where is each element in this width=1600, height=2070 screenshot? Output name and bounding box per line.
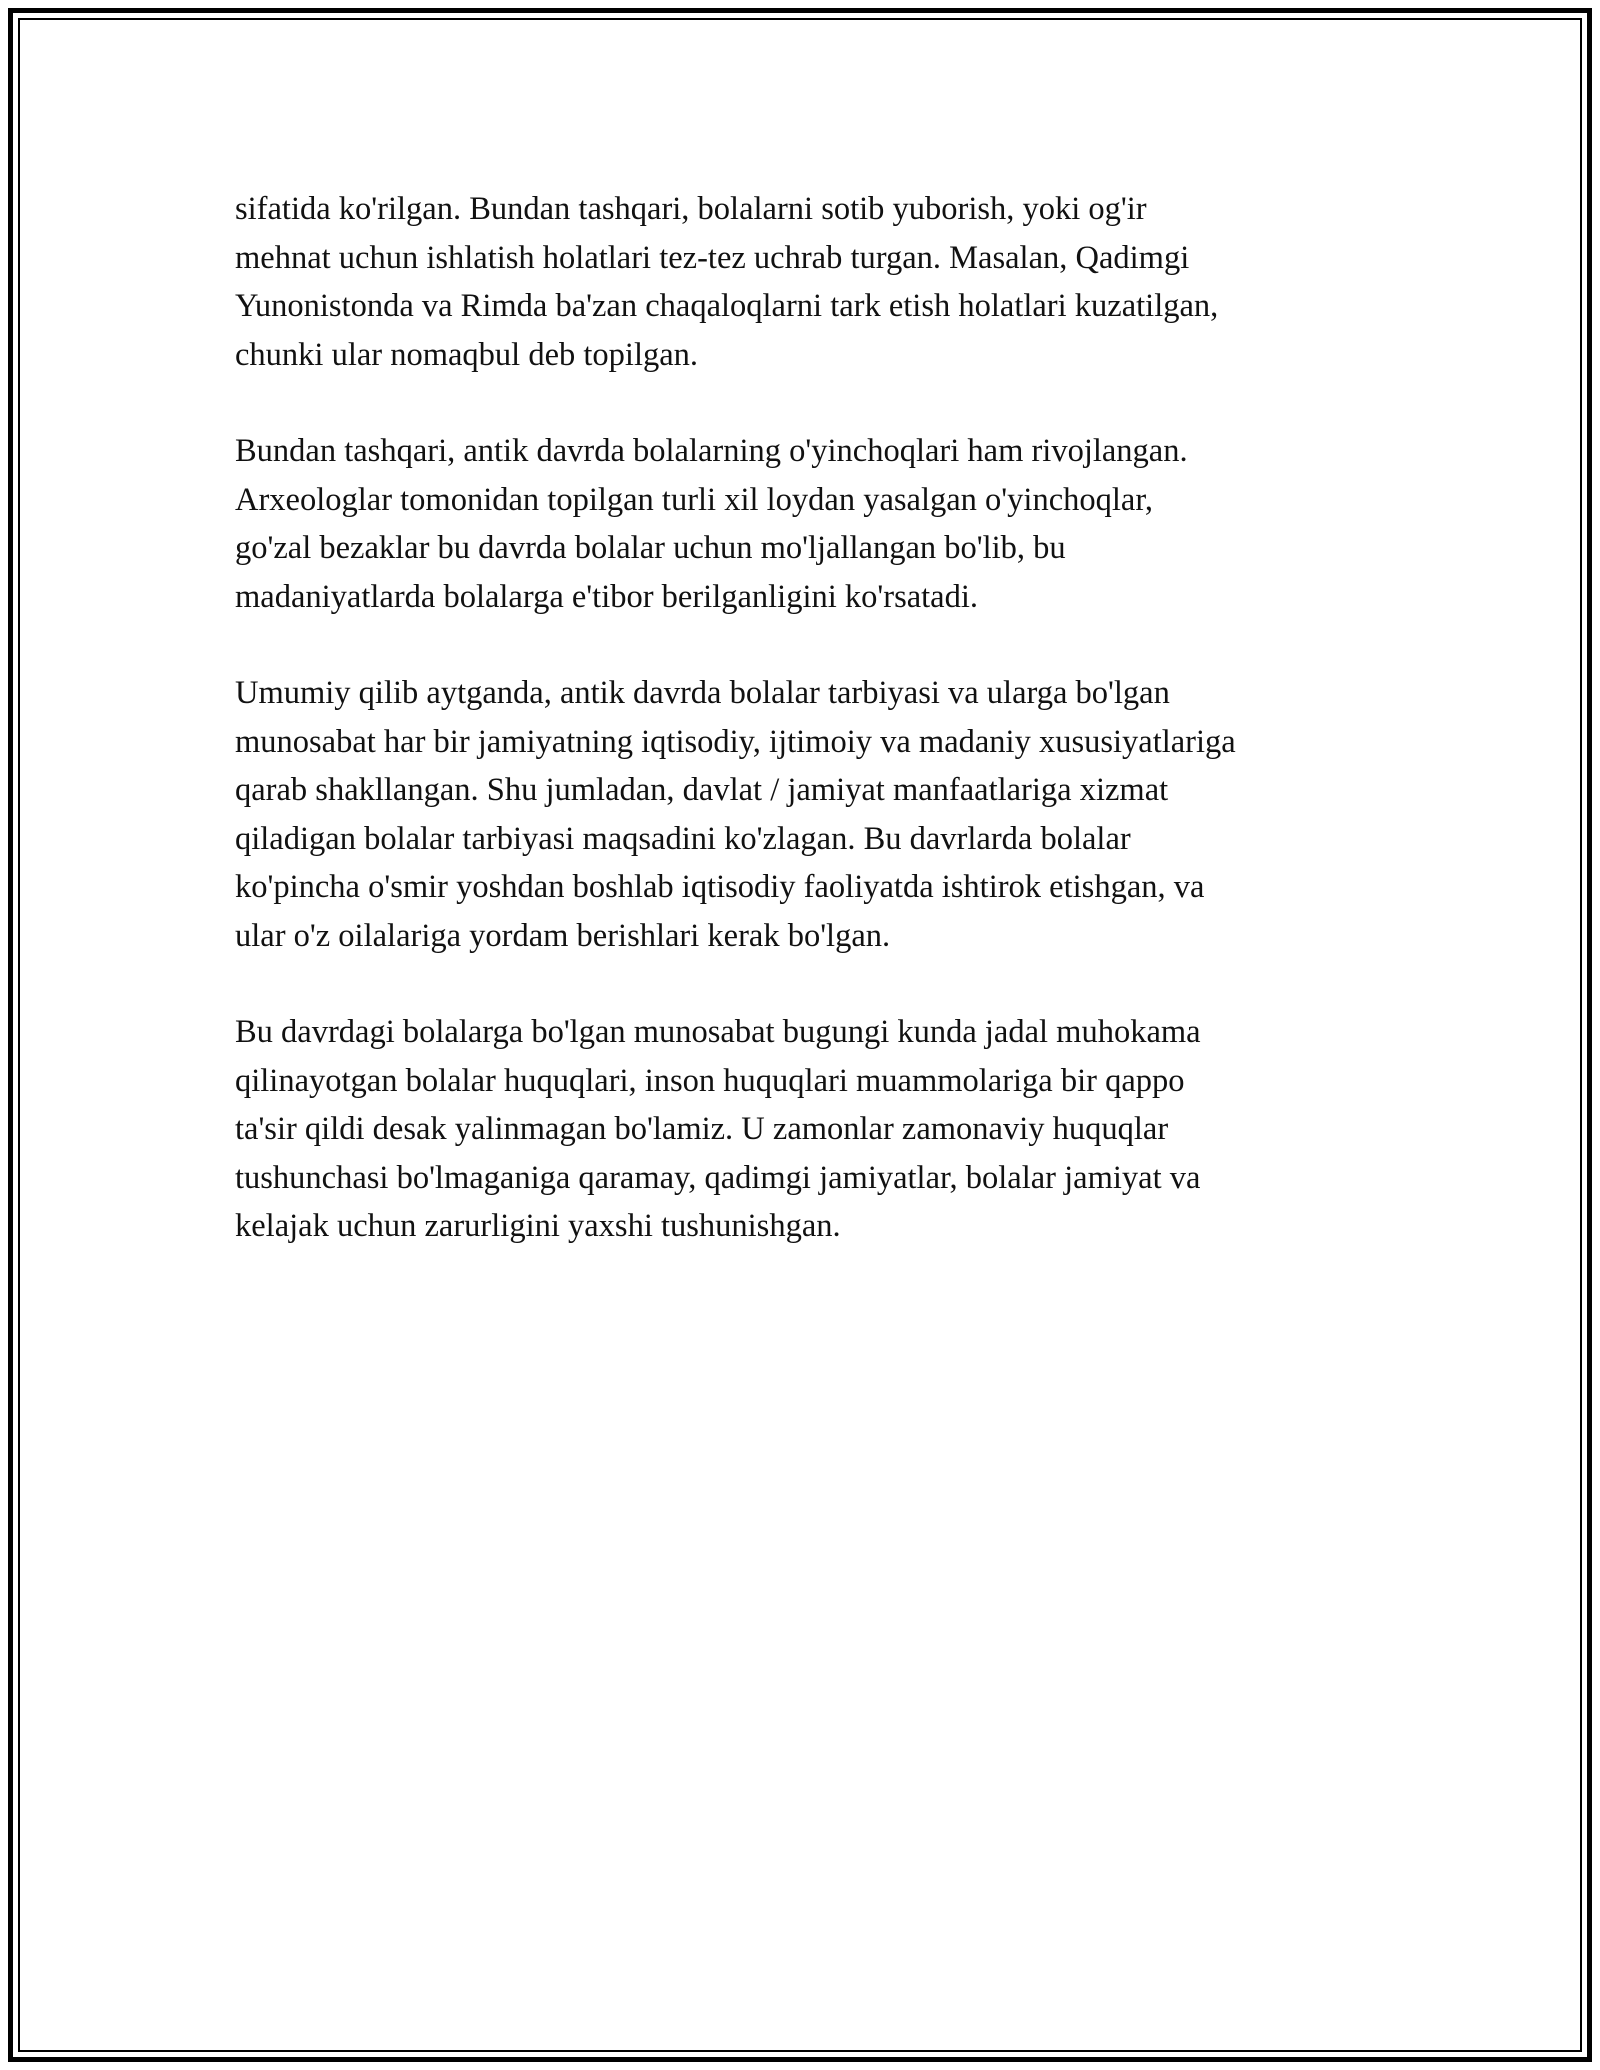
text-line: qarab shakllangan. Shu jumladan, davlat / jamiyat manfaatlariga xizmat xyxy=(235,772,1169,808)
text-line: ko'pincha o'smir yoshdan boshlab iqtisodiy faoliyatda ishtirok etishgan, va xyxy=(235,869,1205,905)
text-line: Umumiy qilib aytganda, antik davrda bolalar tarbiyasi va ularga bo'lgan xyxy=(235,675,1170,711)
paragraph-4 xyxy=(235,1008,1375,1251)
text-line: Bundan tashqari, antik davrda bolalarning o'yinchoqlari ham rivojlangan. xyxy=(235,433,1188,469)
text-line: chunki ular nomaqbul deb topilgan. xyxy=(235,336,699,373)
text-line: tushunchasi bo'lmaganiga qaramay, qadimgi jamiyatlar, bolalar jamiyat va xyxy=(235,1159,1201,1196)
paragraph-2 xyxy=(235,427,1375,621)
text-line: ta'sir qildi desak yalinmagan bo'lamiz. U zamonlar zamonaviy huquqlar xyxy=(235,1111,1169,1147)
text-line: ular o'z oilalariga yordam berishlari kerak bo'lgan. xyxy=(235,917,891,954)
document-body xyxy=(235,185,1375,1299)
text-line: mehnat uchun ishlatish holatlari tez-tez uchrab turgan. Masalan, Qadimgi xyxy=(235,239,1190,276)
text-line: Bu davrdagi bolalarga bo'lgan munosabat bugungi kunda jadal muhokama xyxy=(235,1014,1201,1050)
text-line: qilinayotgan bolalar huquqlari, inson huquqlari muammolariga bir qappo xyxy=(235,1062,1185,1099)
text-line: go'zal bezaklar bu davrda bolalar uchun mo'ljallangan bo'lib, bu xyxy=(235,530,1066,566)
text-line: Arxeologlar tomonidan topilgan turli xil loydan yasalgan o'yinchoqlar, xyxy=(235,481,1153,518)
paragraph-1 xyxy=(235,185,1375,379)
text-line: qiladigan bolalar tarbiyasi maqsadini ko'zlagan. Bu davrlarda bolalar xyxy=(235,820,1131,857)
text-line: kelajak uchun zarurligini yaxshi tushunishgan. xyxy=(235,1208,841,1244)
text-line: madaniyatlarda bolalarga e'tibor berilganligini ko'rsatadi. xyxy=(235,578,979,615)
paragraph-3 xyxy=(235,669,1375,960)
text-line: sifatida ko'rilgan. Bundan tashqari, bolalarni sotib yuborish, yoki og'ir xyxy=(235,191,1147,227)
text-line: munosabat har bir jamiyatning iqtisodiy, ijtimoiy va madaniy xususiyatlariga xyxy=(235,723,1236,760)
text-line: Yunonistonda va Rimda ba'zan chaqaloqlarni tark etish holatlari kuzatilgan, xyxy=(235,288,1219,324)
